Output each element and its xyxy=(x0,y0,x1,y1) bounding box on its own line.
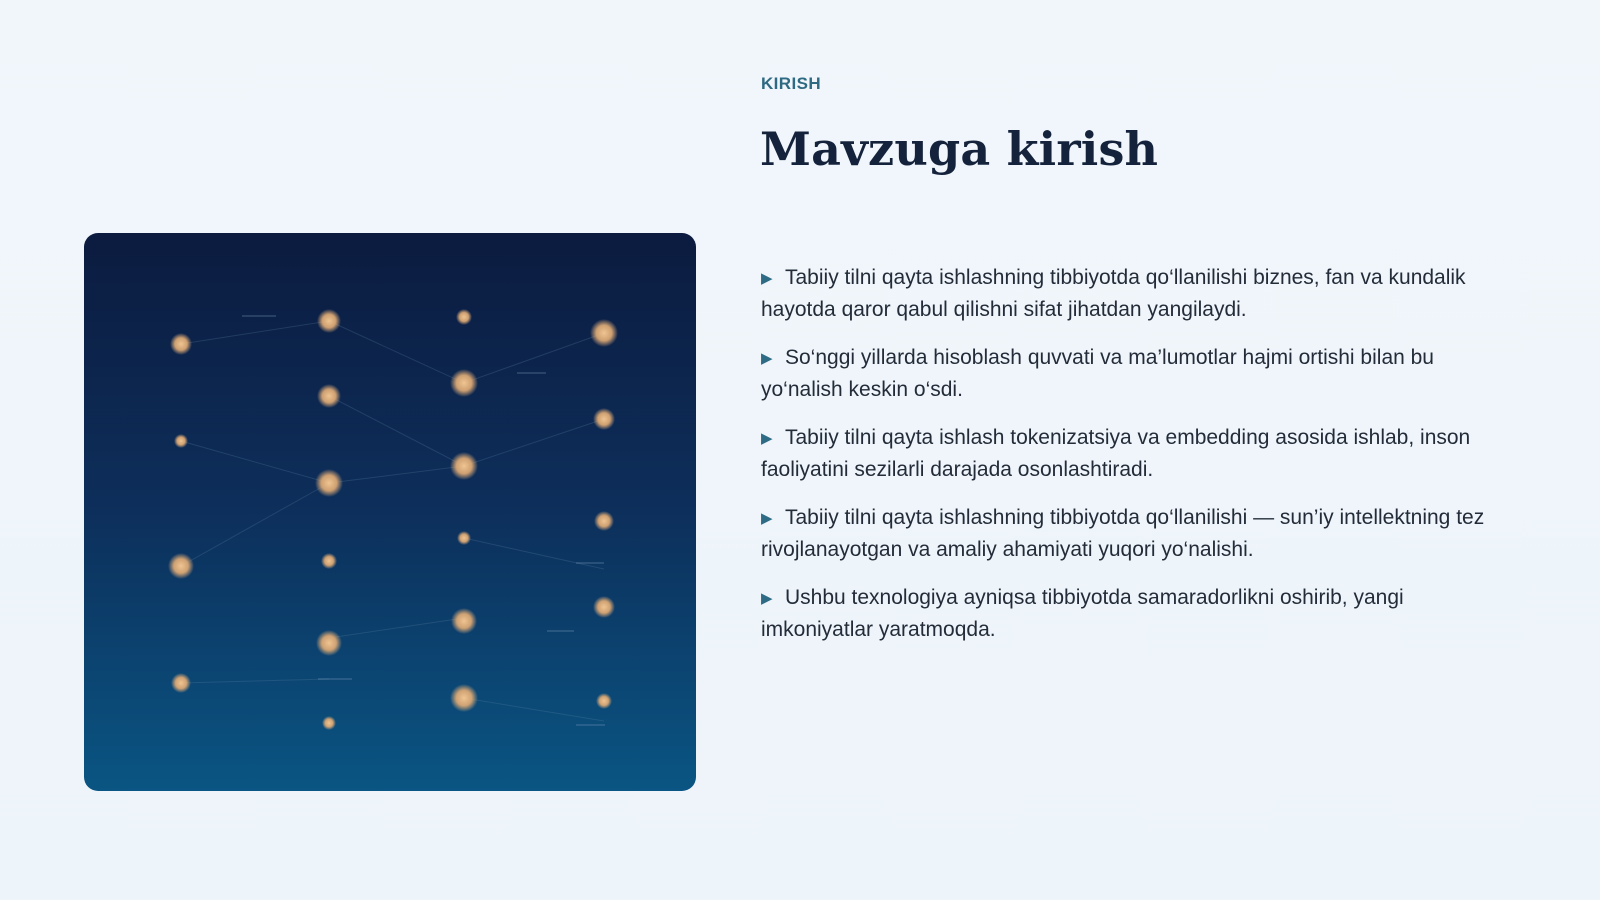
bullet-item xyxy=(761,342,1511,405)
neural-network-illustration xyxy=(84,233,696,791)
bullet-text: So‘nggi yillarda hisoblash quvvati va ma’lumotlar hajmi ortishi bilan bu yo‘nalish keskin o‘sdi. xyxy=(761,346,1434,401)
short-strokes xyxy=(242,316,605,725)
triangle-right-icon: ▶ xyxy=(761,590,773,607)
bullet-text: Ushbu texnologiya ayniqsa tibbiyotda samaradorlikni oshirib, yangi imkoniyatlar yaratmoqda. xyxy=(761,586,1404,641)
triangle-right-icon: ▶ xyxy=(761,350,773,367)
bullet-item xyxy=(761,262,1511,325)
triangle-right-icon: ▶ xyxy=(761,270,773,287)
connection-lines xyxy=(181,321,604,721)
bullet-text: Tabiiy tilni qayta ishlashning tibbiyotda qo‘llanilishi biznes, fan va kundalik hayotda qaror qabul qilishni sifat jihatdan yangilaydi. xyxy=(761,266,1466,321)
bullet-text: Tabiiy tilni qayta ishlashning tibbiyotda qo‘llanilishi — sun’iy intellektning tez rivojlanayotgan va amaliy ahamiyati yuqori yo‘nalishi. xyxy=(761,506,1485,561)
network-graphic xyxy=(84,233,696,791)
network-nodes xyxy=(168,309,618,730)
triangle-right-icon: ▶ xyxy=(761,430,773,447)
triangle-right-icon: ▶ xyxy=(761,510,773,527)
bullet-item xyxy=(761,422,1511,485)
bullet-text: Tabiiy tilni qayta ishlash tokenizatsiya va embedding asosida ishlab, inson faoliyatini sezilarli darajada osonlashtiradi. xyxy=(761,426,1471,481)
section-label: KIRISH xyxy=(761,74,822,93)
bullet-item xyxy=(761,582,1511,645)
bullet-item xyxy=(761,502,1511,565)
page-title: Mavzuga kirish xyxy=(760,122,1159,176)
bullet-list xyxy=(761,262,1511,662)
